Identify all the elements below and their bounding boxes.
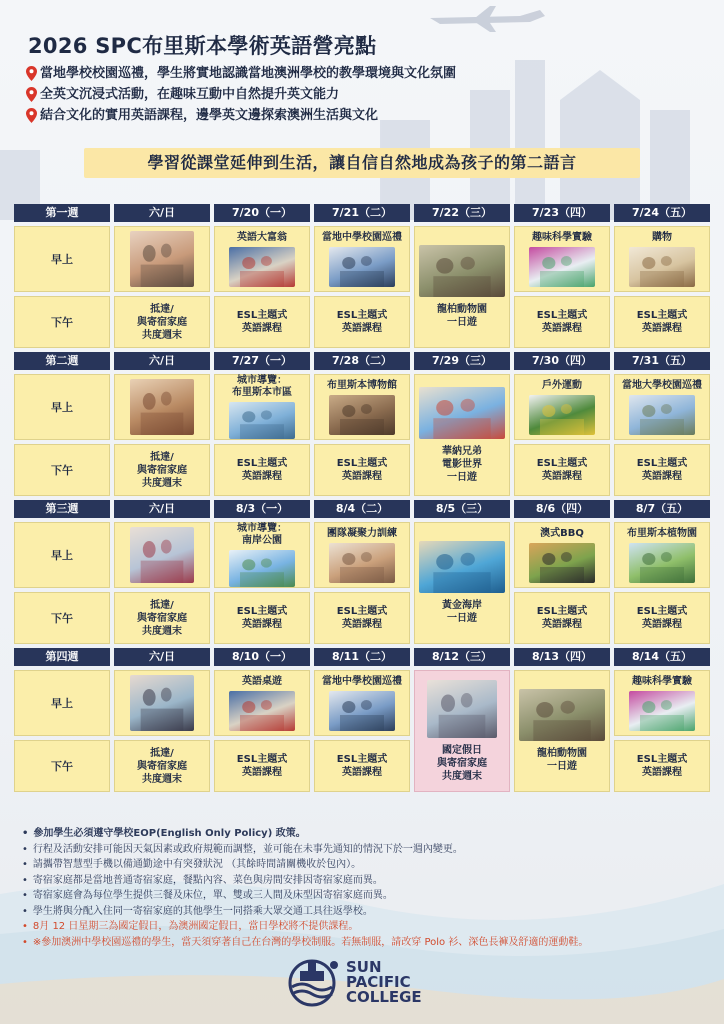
note-item: [22, 904, 588, 920]
activity-title: 布里斯本博物館: [327, 379, 397, 391]
day-header: 8/10（一）: [214, 648, 310, 666]
full-day-activity-cell: [514, 670, 610, 792]
day-header: 六/日: [114, 204, 210, 222]
south-bank-photo: [229, 550, 295, 587]
morning-activity-cell: [114, 670, 210, 736]
afternoon-activity-cell: [214, 444, 310, 496]
day-header: 7/21（二）: [314, 204, 410, 222]
activity-title: 購物: [652, 231, 672, 243]
week-label: 第一週: [14, 204, 110, 222]
activity-text: ESL主題式 英語課程: [636, 754, 688, 778]
activity-text: ESL主題式 英語課程: [236, 606, 288, 630]
morning-activity-cell: [514, 522, 610, 588]
notes-list: [22, 826, 588, 950]
note-text: • ※參加澳洲中學校園巡禮的學生，當天須穿著自己在台灣的學校制服。若無制服，請改穿 Polo 衫、深色長褲及舒適的運動鞋。: [32, 936, 589, 948]
activity-title: 當地中學校園巡禮: [322, 231, 402, 243]
day-header: 8/6（四）: [514, 500, 610, 518]
activity-text: ESL主題式 英語課程: [236, 310, 288, 334]
activity-text: ESL主題式 英語課程: [336, 310, 388, 334]
science-lab-photo: [529, 247, 595, 287]
day-header: 8/13（四）: [514, 648, 610, 666]
morning-activity-cell: [614, 226, 710, 292]
page-title: 2026 SPC布里斯本學術英語營亮點: [28, 34, 377, 58]
morning-activity-cell: [514, 374, 610, 440]
sun-pacific-college-logo: [286, 954, 436, 1010]
afternoon-row-label: [14, 592, 110, 644]
morning-activity-cell: [314, 670, 410, 736]
activity-text: ESL主題式 英語課程: [336, 458, 388, 482]
afternoon-activity-cell: [314, 592, 410, 644]
afternoon-label: 下午: [51, 760, 73, 773]
day-header: 7/28（二）: [314, 352, 410, 370]
activity-text: 龍柏動物園 一日遊: [437, 304, 487, 328]
afternoon-activity-cell: [514, 592, 610, 644]
day-header: 8/5（三）: [414, 500, 510, 518]
city-river-photo: [229, 402, 295, 439]
day-header: 8/3（一）: [214, 500, 310, 518]
activity-text: ESL主題式 英語課程: [636, 606, 688, 630]
day-header: 8/4（二）: [314, 500, 410, 518]
full-day-activity-cell: [414, 670, 510, 792]
activity-text: ESL主題式 英語課程: [636, 458, 688, 482]
week-block: [14, 500, 712, 644]
morning-activity-cell: [614, 670, 710, 736]
family-selfie-photo: [130, 231, 194, 287]
highlight-item: 結合文化的實用英語課程，邊學英文邊探索澳洲生活與文化: [26, 105, 456, 126]
activity-title: 趣味科學實驗: [632, 675, 692, 687]
afternoon-activity-cell: [214, 592, 310, 644]
activity-title: 城市導覽： 布里斯本市區: [232, 375, 292, 398]
activity-title: 城市導覽： 南岸公園: [237, 523, 287, 546]
activity-text: 抵達/ 與寄宿家庭 共度週末: [137, 451, 187, 489]
board-game-photo: [229, 247, 295, 287]
logo-text: SUN PACIFIC COLLEGE: [346, 957, 422, 1006]
science-lab-photo: [629, 691, 695, 731]
day-header: 7/31（五）: [614, 352, 710, 370]
afternoon-label: 下午: [51, 464, 73, 477]
activity-text: ESL主題式 英語課程: [536, 310, 588, 334]
morning-activity-cell: [214, 522, 310, 588]
morning-label: 早上: [51, 697, 73, 710]
day-header: 7/30（四）: [514, 352, 610, 370]
group-friends-photo: [130, 527, 194, 583]
note-text: • 參加學生必須遵守學校EOP(English Only Policy) 政策。: [33, 828, 306, 839]
holiday-family-photo: [427, 680, 497, 738]
afternoon-row-label: [14, 296, 110, 348]
afternoon-activity-cell: [214, 296, 310, 348]
activity-title: 團隊凝聚力訓練: [327, 527, 397, 539]
sports-balls-photo: [529, 395, 595, 435]
note-text: • 行程及活動安排可能因天氣因素或政府規範而調整，並可能在未事先通知的情況下於一週內變更。: [32, 843, 463, 855]
activity-text: ESL主題式 英語課程: [236, 458, 288, 482]
morning-activity-cell: [114, 374, 210, 440]
schedule-grid: [14, 204, 712, 796]
day-header: 六/日: [114, 648, 210, 666]
afternoon-activity-cell: [114, 296, 210, 348]
note-text: • 寄宿家庭會為每位學生提供三餐及床位，單、雙或三人間及床型因寄宿家庭而異。: [32, 890, 393, 901]
morning-row-label: [14, 374, 110, 440]
note-item: [22, 826, 588, 842]
morning-label: 早上: [51, 401, 73, 414]
activity-title: 英語桌遊: [242, 675, 282, 687]
morning-activity-cell: [114, 522, 210, 588]
day-header: 7/20（一）: [214, 204, 310, 222]
afternoon-activity-cell: [314, 296, 410, 348]
girls-group-photo: [130, 675, 194, 731]
week-block: [14, 648, 712, 792]
day-header: 7/24（五）: [614, 204, 710, 222]
morning-activity-cell: [514, 226, 610, 292]
week-block: [14, 204, 712, 348]
school-students-photo: [329, 691, 395, 731]
day-header: 7/27（一）: [214, 352, 310, 370]
day-header: 7/23（四）: [514, 204, 610, 222]
day-header: 8/7（五）: [614, 500, 710, 518]
note-item: [22, 919, 588, 935]
week-block: [14, 352, 712, 496]
day-header: 六/日: [114, 352, 210, 370]
activity-text: 黃金海岸 一日遊: [442, 600, 482, 624]
afternoon-activity-cell: [614, 296, 710, 348]
afternoon-activity-cell: [514, 444, 610, 496]
family-dinner-photo: [130, 379, 194, 435]
activity-text: 抵達/ 與寄宿家庭 共度週末: [137, 599, 187, 637]
movie-world-photo: [419, 387, 505, 439]
note-item: [22, 842, 588, 858]
note-item: [22, 888, 588, 904]
morning-row-label: [14, 670, 110, 736]
activity-text: 華納兄弟 電影世界 一日遊: [442, 445, 482, 483]
day-header: 8/11（二）: [314, 648, 410, 666]
note-text: • 寄宿家庭都是當地普通寄宿家庭，餐點內容、菜色與房間安排因寄宿家庭而異。: [32, 874, 383, 886]
full-day-activity-cell: [414, 522, 510, 644]
activity-text: 抵達/ 與寄宿家庭 共度週末: [137, 747, 187, 785]
note-text: • 學生將與分配入住同一寄宿家庭的其他學生一同搭乘大眾交通工具往返學校。: [32, 905, 373, 917]
afternoon-activity-cell: [614, 592, 710, 644]
day-header: 六/日: [114, 500, 210, 518]
note-text: • 請攜帶智慧型手機以備通勤途中有突發狀況 （其餘時間請關機收於包內）。: [32, 859, 362, 870]
morning-row-label: [14, 522, 110, 588]
afternoon-activity-cell: [114, 740, 210, 792]
activity-title: 趣味科學實驗: [532, 231, 592, 243]
activity-title: 當地中學校園巡禮: [322, 675, 402, 687]
botanic-garden-photo: [629, 543, 695, 583]
day-header: 8/12（三）: [414, 648, 510, 666]
activity-title: 當地大學校園巡禮: [622, 379, 702, 391]
activity-text: ESL主題式 英語課程: [536, 458, 588, 482]
university-campus-photo: [629, 395, 695, 435]
highlight-item: 全英文沉浸式活動，在趣味互動中自然提升英文能力: [26, 84, 456, 105]
morning-activity-cell: [614, 374, 710, 440]
day-header: 8/14（五）: [614, 648, 710, 666]
morning-row-label: [14, 226, 110, 292]
week-label: 第四週: [14, 648, 110, 666]
note-item: [22, 873, 588, 889]
activity-text: ESL主題式 英語課程: [336, 754, 388, 778]
gold-coast-photo: [419, 541, 505, 593]
shopping-mall-photo: [629, 247, 695, 287]
full-day-activity-cell: [414, 374, 510, 496]
activity-text: ESL主題式 英語課程: [236, 754, 288, 778]
note-item: [22, 857, 588, 873]
morning-activity-cell: [214, 226, 310, 292]
day-header: 7/29（三）: [414, 352, 510, 370]
afternoon-activity-cell: [614, 740, 710, 792]
afternoon-activity-cell: [514, 296, 610, 348]
morning-activity-cell: [214, 670, 310, 736]
logo-emblem-icon: [286, 957, 342, 1007]
note-item: [22, 935, 588, 951]
afternoon-activity-cell: [614, 444, 710, 496]
afternoon-activity-cell: [314, 444, 410, 496]
week-label: 第二週: [14, 352, 110, 370]
activity-text: 龍柏動物園 一日遊: [537, 748, 587, 772]
zoo-kangaroo-photo: [519, 689, 605, 741]
map-pin-icon: [26, 66, 37, 81]
day-header: 7/22（三）: [414, 204, 510, 222]
morning-activity-cell: [314, 522, 410, 588]
team-hands-photo: [329, 543, 395, 583]
activity-title: 澳式BBQ: [540, 527, 584, 539]
map-pin-icon: [26, 108, 37, 123]
bbq-grill-photo: [529, 543, 595, 583]
morning-activity-cell: [214, 374, 310, 440]
highlight-item: 當地學校校園巡禮，學生將實地認識當地澳洲學校的教學環境與文化氛圍: [26, 63, 456, 84]
activity-title: 英語大富翁: [237, 231, 287, 243]
activity-title: 布里斯本植物園: [627, 527, 697, 539]
activity-text: ESL主題式 英語課程: [536, 606, 588, 630]
school-students-photo: [329, 247, 395, 287]
afternoon-row-label: [14, 740, 110, 792]
morning-label: 早上: [51, 549, 73, 562]
afternoon-activity-cell: [214, 740, 310, 792]
morning-activity-cell: [314, 226, 410, 292]
afternoon-row-label: [14, 444, 110, 496]
full-day-activity-cell: [414, 226, 510, 348]
museum-dinosaur-photo: [329, 395, 395, 435]
afternoon-activity-cell: [314, 740, 410, 792]
highlight-list: [26, 63, 456, 126]
slogan-banner: 學習從課堂延伸到生活，讓自信自然地成為孩子的第二語言: [84, 148, 640, 178]
activity-title: 戶外運動: [542, 379, 582, 391]
afternoon-label: 下午: [51, 316, 73, 329]
activity-text: 抵達/ 與寄宿家庭 共度週末: [137, 303, 187, 341]
afternoon-activity-cell: [114, 592, 210, 644]
morning-activity-cell: [114, 226, 210, 292]
morning-activity-cell: [314, 374, 410, 440]
morning-activity-cell: [614, 522, 710, 588]
zoo-kangaroo-photo: [419, 245, 505, 297]
board-game-photo: [229, 691, 295, 731]
note-text: • 8月 12 日星期三為國定假日，為澳洲國定假日，當日學校將不提供課程。: [32, 921, 359, 932]
morning-label: 早上: [51, 253, 73, 266]
week-label: 第三週: [14, 500, 110, 518]
afternoon-label: 下午: [51, 612, 73, 625]
map-pin-icon: [26, 87, 37, 102]
activity-text: 國定假日 與寄宿家庭 共度週末: [437, 744, 487, 782]
activity-text: ESL主題式 英語課程: [636, 310, 688, 334]
activity-text: ESL主題式 英語課程: [336, 606, 388, 630]
afternoon-activity-cell: [114, 444, 210, 496]
